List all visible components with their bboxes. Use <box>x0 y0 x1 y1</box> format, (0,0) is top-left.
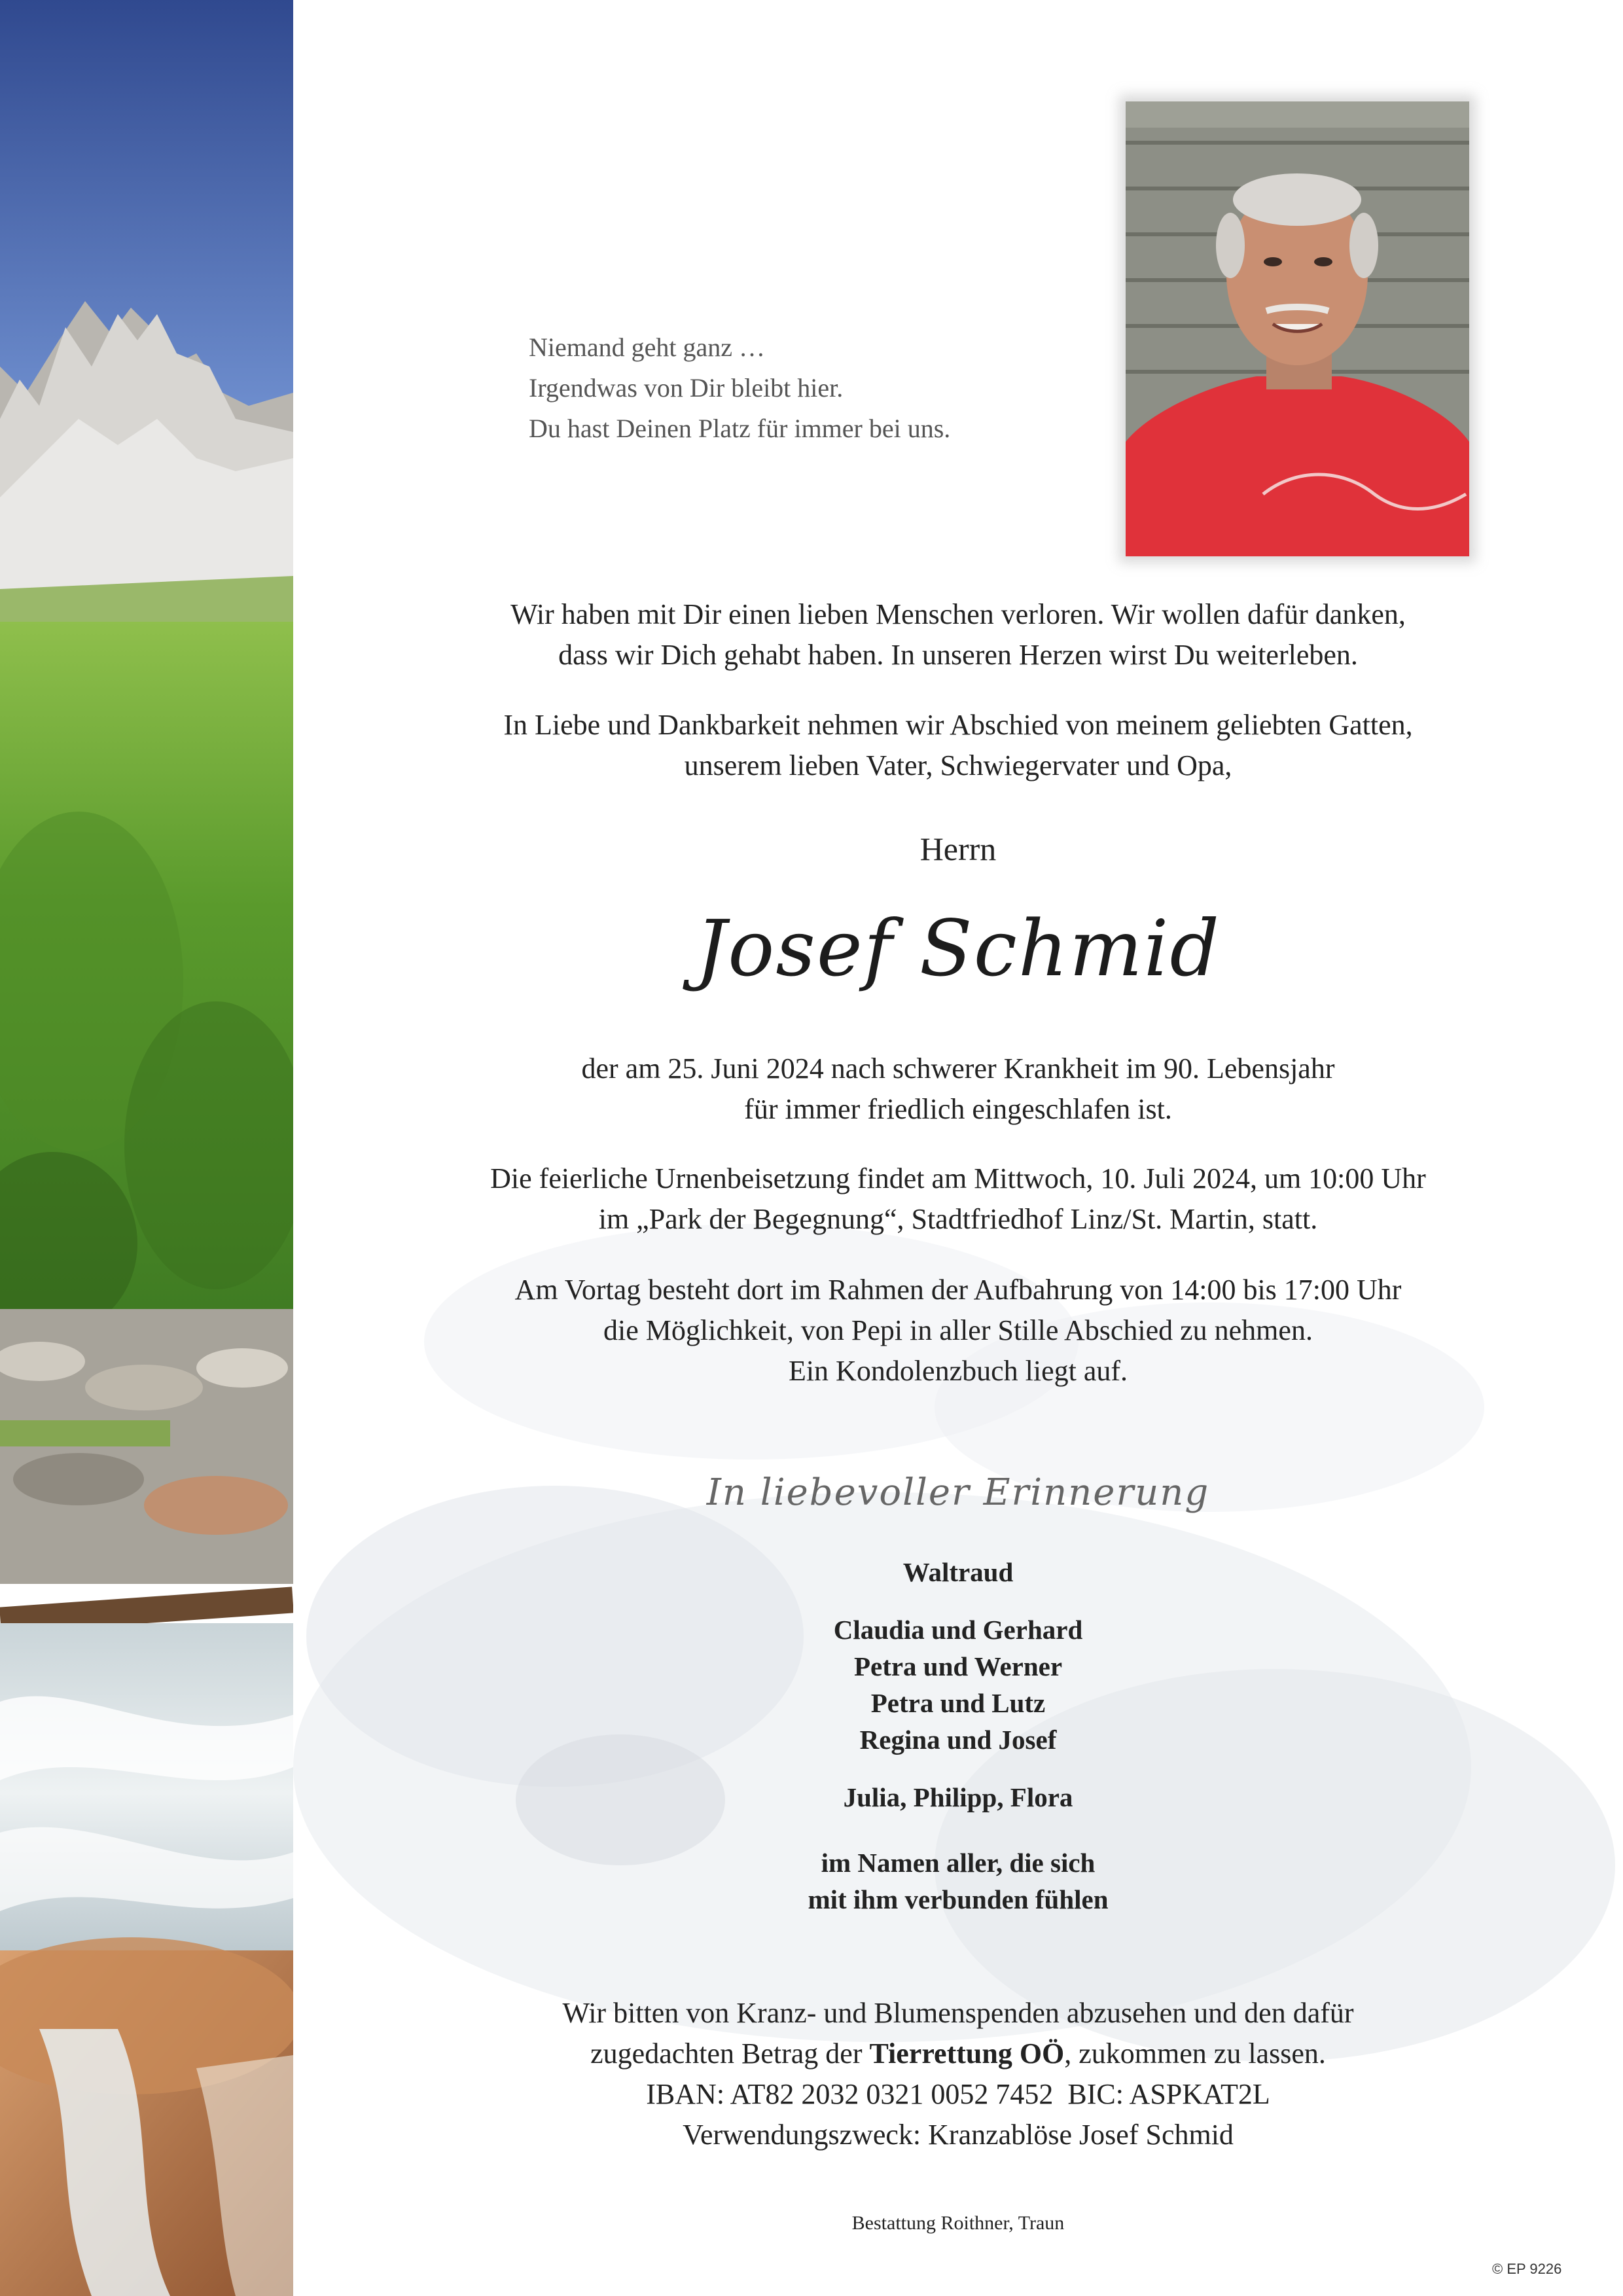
donation-bank-details: IBAN: AT82 2032 0321 0052 7452 BIC: ASPKAT2L <box>646 2078 1270 2110</box>
family-closing-line: im Namen aller, die sich <box>821 1848 1096 1878</box>
donation-paragraph <box>293 1993 1623 2155</box>
viewing-line: Am Vortag besteht dort im Rahmen der Aufbahrung von 14:00 bis 17:00 Uhr <box>514 1274 1402 1306</box>
family-child: Petra und Werner <box>853 1651 1063 1681</box>
intro-line: Wir haben mit Dir einen lieben Menschen verloren. Wir wollen dafür danken, <box>510 598 1406 630</box>
donation-text: , zukommen zu lassen. <box>1064 2037 1326 2070</box>
death-line: für immer friedlich eingeschlafen ist. <box>744 1093 1172 1125</box>
intro-paragraph <box>293 594 1623 675</box>
ceremony-line: Die feierliche Urnenbeisetzung findet am Mittwoch, 10. Juli 2024, um 10:00 Uhr <box>490 1162 1426 1194</box>
ceremony-line: im „Park der Begegnung“, Stadtfriedhof Linz/St. Martin, statt. <box>598 1203 1318 1235</box>
donation-reference: Verwendungszweck: Kranzablöse Josef Schmid <box>683 2119 1234 2151</box>
family-grandchildren: Julia, Philipp, Flora <box>843 1782 1073 1812</box>
copyright-code: © EP 9226 <box>1492 2261 1562 2277</box>
viewing-line: die Möglichkeit, von Pepi in aller Stille Abschied zu nehmen. <box>603 1314 1313 1346</box>
family-closing-line: mit ihm verbunden fühlen <box>808 1884 1109 1914</box>
landscape-strip-image <box>0 0 293 2296</box>
intro-line: dass wir Dich gehabt haben. In unseren Herzen wirst Du weiterleben. <box>558 639 1358 671</box>
family-closing <box>293 1844 1623 1918</box>
farewell-line: In Liebe und Dankbarkeit nehmen wir Abschied von meinem geliebten Gatten, <box>503 709 1413 741</box>
family-child: Claudia und Gerhard <box>833 1615 1083 1645</box>
ceremony-paragraph <box>293 1158 1623 1240</box>
donation-line: Wir bitten von Kranz- und Blumenspenden abzusehen und den dafür <box>562 1997 1354 2029</box>
undertaker-credit: Bestattung Roithner, Traun <box>851 2212 1065 2234</box>
salutation: Herrn <box>919 831 997 867</box>
farewell-line: unserem lieben Vater, Schwiegervater und Opa, <box>684 749 1232 781</box>
poem-line: Irgendwas von Dir bleibt hier. <box>529 373 844 403</box>
family-child: Petra und Lutz <box>870 1688 1046 1718</box>
portrait-photo <box>1126 101 1469 556</box>
death-line: der am 25. Juni 2024 nach schwerer Krankheit im 90. Lebensjahr <box>581 1052 1335 1085</box>
family-children-list <box>293 1611 1623 1758</box>
poem-line: Du hast Deinen Platz für immer bei uns. <box>529 414 951 443</box>
poem-verse <box>529 327 1118 449</box>
family-spouse: Waltraud <box>902 1557 1014 1587</box>
donation-text: zugedachten Betrag der <box>590 2037 870 2070</box>
poem-line: Niemand geht ganz … <box>529 332 765 362</box>
memory-heading: In liebevoller Erinnerung <box>706 1471 1210 1514</box>
viewing-paragraph <box>293 1270 1623 1391</box>
family-child: Regina und Josef <box>859 1725 1057 1755</box>
deceased-name: Josef Schmid <box>695 903 1221 994</box>
farewell-paragraph <box>293 705 1623 786</box>
donation-recipient: Tierrettung OÖ <box>869 2037 1065 2070</box>
viewing-line: Ein Kondolenzbuch liegt auf. <box>788 1355 1128 1387</box>
donation-line <box>293 2034 1623 2074</box>
death-notice-paragraph <box>293 1049 1623 1130</box>
